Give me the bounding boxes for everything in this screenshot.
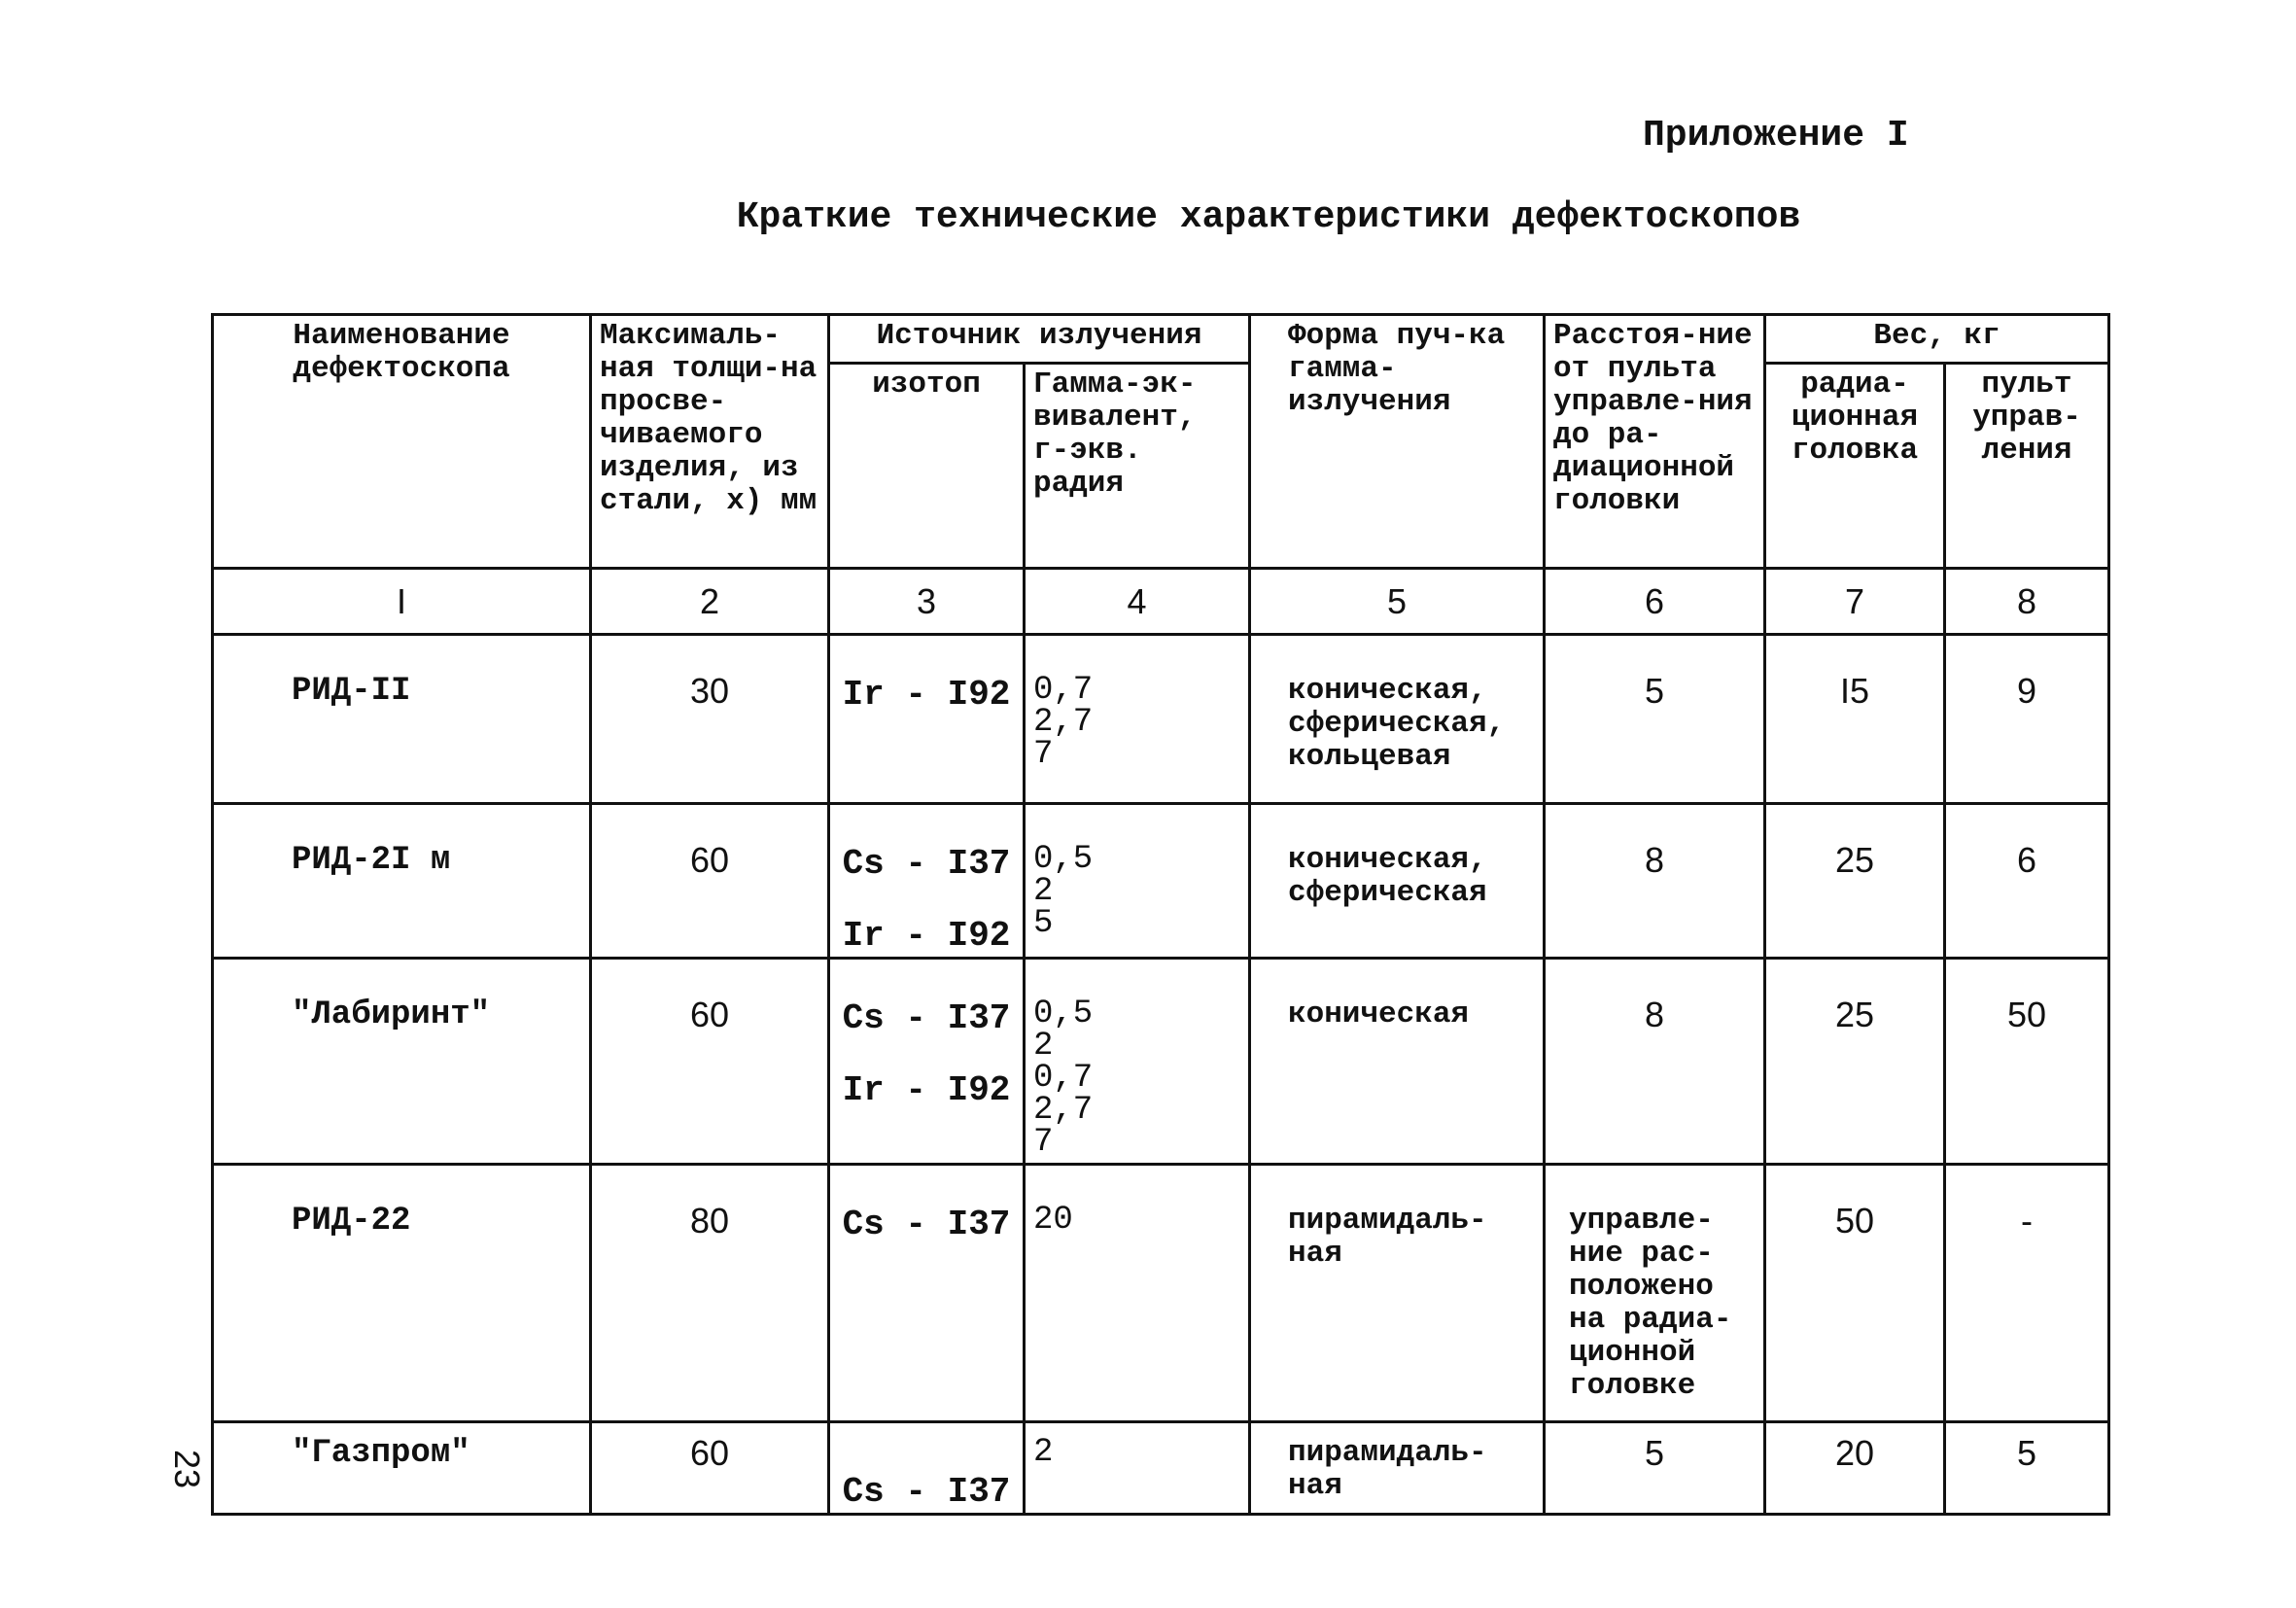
gamma-value: 0,7 [1033, 1060, 1094, 1097]
weight-console-cell: 50 [1945, 959, 2109, 1165]
gamma-value: 2,7 [1033, 704, 1094, 741]
distance-cell: 5 [1545, 635, 1765, 804]
page-number: 23 [167, 1449, 208, 1489]
table-row [213, 1165, 2109, 1422]
header-weight-head: радиа-ционная головка [1765, 364, 1945, 569]
specs-table [211, 313, 2110, 1516]
document-title: Краткие технические характеристики дефектоскопов [736, 196, 1801, 238]
device-name: РИД-2I м [213, 804, 591, 959]
distance-cell: 8 [1545, 959, 1765, 1165]
column-number: 2 [591, 569, 829, 635]
header-isotope: изотоп [829, 364, 1025, 569]
isotope: Ir - I92 [842, 916, 1011, 956]
isotope-cell [829, 804, 1025, 959]
header-name: Наименование дефектоскопа [213, 315, 591, 569]
column-number: 5 [1250, 569, 1545, 635]
isotope-cell [829, 959, 1025, 1165]
distance-cell: управле-ние рас-положено на радиа-ционной головке [1545, 1165, 1765, 1422]
thickness-cell: 60 [591, 1422, 829, 1515]
isotope-cell [829, 1165, 1025, 1422]
weight-head-cell: I5 [1765, 635, 1945, 804]
weight-console-cell: 6 [1945, 804, 2109, 959]
weight-console-cell: 9 [1945, 635, 2109, 804]
weight-head-cell: 20 [1765, 1422, 1945, 1515]
appendix-label: Приложение I [1643, 115, 1909, 157]
device-name: РИД-22 [213, 1165, 591, 1422]
weight-console-cell: - [1945, 1165, 2109, 1422]
table-row [213, 635, 2109, 804]
header-weight-console: пульт управ-ления [1945, 364, 2109, 569]
thickness-cell: 30 [591, 635, 829, 804]
column-number: 4 [1025, 569, 1250, 635]
gamma-equivalent-cell [1025, 1422, 1250, 1515]
isotope: Cs - I37 [842, 1205, 1011, 1244]
gamma-value: 5 [1033, 905, 1054, 942]
table-row [213, 959, 2109, 1165]
thickness-cell: 60 [591, 959, 829, 1165]
column-number: I [213, 569, 591, 635]
header-weight: Вес, кг [1765, 315, 2109, 364]
column-numbers-row [213, 569, 2109, 635]
weight-head-cell: 25 [1765, 959, 1945, 1165]
gamma-equivalent-cell [1025, 635, 1250, 804]
isotope-cell [829, 635, 1025, 804]
header-beam-shape: Форма пуч-ка гамма-излучения [1250, 315, 1545, 569]
gamma-value: 2 [1033, 1028, 1054, 1065]
device-name: "Газпром" [213, 1422, 591, 1515]
device-name: "Лабиринт" [213, 959, 591, 1165]
column-number: 7 [1765, 569, 1945, 635]
column-number: 6 [1545, 569, 1765, 635]
table-row [213, 1422, 2109, 1515]
gamma-equivalent-cell [1025, 1165, 1250, 1422]
header-gamma-equivalent: Гамма-эк-вивалент, г-экв. радия [1025, 364, 1250, 569]
gamma-value: 2,7 [1033, 1092, 1094, 1129]
header-distance: Расстоя-ние от пульта управле-ния до ра-диационной головки [1545, 315, 1765, 569]
gamma-value: 20 [1033, 1202, 1073, 1239]
distance-cell: 8 [1545, 804, 1765, 959]
gamma-value: 7 [1033, 736, 1054, 773]
gamma-value: 7 [1033, 1124, 1054, 1161]
beam-shape-cell: коническая, сферическая, кольцевая [1250, 635, 1545, 804]
isotope: Ir - I92 [842, 675, 1011, 715]
beam-shape-cell: коническая [1250, 959, 1545, 1165]
header-source: Источник излучения [829, 315, 1250, 364]
beam-shape-cell: пирамидаль-ная [1250, 1165, 1545, 1422]
column-number: 3 [829, 569, 1025, 635]
column-number: 8 [1945, 569, 2109, 635]
weight-head-cell: 25 [1765, 804, 1945, 959]
isotope: Ir - I92 [842, 1070, 1011, 1110]
beam-shape-cell: пирамидаль-ная [1250, 1422, 1545, 1515]
gamma-value: 2 [1033, 873, 1054, 910]
gamma-value: 0,5 [1033, 996, 1094, 1032]
beam-shape-cell: коническая, сферическая [1250, 804, 1545, 959]
weight-console-cell: 5 [1945, 1422, 2109, 1515]
isotope: Cs - I37 [842, 998, 1011, 1038]
isotope-cell [829, 1422, 1025, 1515]
distance-cell: 5 [1545, 1422, 1765, 1515]
gamma-value: 0,7 [1033, 672, 1094, 709]
header-thickness: Максималь-ная толщи-на просве-чиваемого изделия, из стали, х) мм [591, 315, 829, 569]
isotope: Cs - I37 [842, 844, 1011, 884]
thickness-cell: 80 [591, 1165, 829, 1422]
isotope: Cs - I37 [842, 1472, 1011, 1512]
gamma-value: 2 [1033, 1434, 1054, 1471]
table-row [213, 804, 2109, 959]
gamma-value: 0,5 [1033, 841, 1094, 878]
gamma-equivalent-cell [1025, 804, 1250, 959]
device-name: РИД-II [213, 635, 591, 804]
gamma-equivalent-cell [1025, 959, 1250, 1165]
weight-head-cell: 50 [1765, 1165, 1945, 1422]
thickness-cell: 60 [591, 804, 829, 959]
